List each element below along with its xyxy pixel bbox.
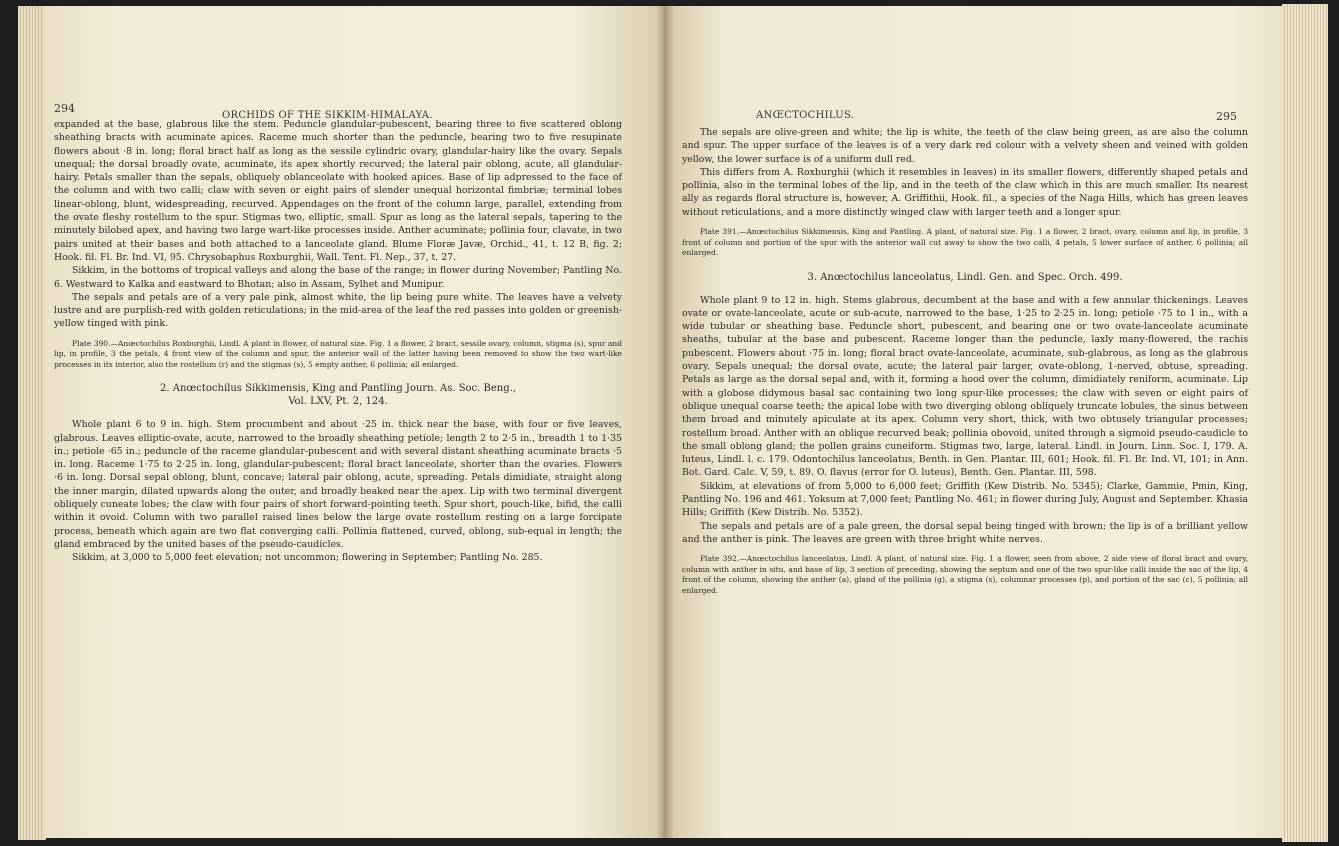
right-text-column <box>682 126 1248 596</box>
plate-caption: Plate 390.—Anœctochilus Roxburghii, Lindl. A plant in flower, of natural size. Fig. 1 a flower, 2 bract, sessile ovary, column, stigma (s), spur and lip, in profile, 3 the petals, 4 front view of the column and spur, the anterior wall of the latter having been removed to show the two wart-like processes in its interior, also the rostellum (r) and the stigmas (s), 5 empty anther, 6 pollinia; all enlarged. <box>54 338 622 369</box>
right-page <box>664 6 1284 838</box>
left-page <box>44 6 664 838</box>
paragraph: Sikkim, in the bottoms of tropical valleys and along the base of the range; in flower during November; Pantling No. 6. Westward to Kalka and eastward to Bhotan; also in Assam, Sylhet and Munipur. <box>54 265 622 290</box>
species-heading-line: 2. Anœctochilus Sikkimensis, King and Pantling Journ. As. Soc. Beng., <box>160 383 516 395</box>
paragraph: Sikkim, at elevations of from 5,000 to 6,000 feet; Griffith (Kew Distrib. No. 5345); Clarke, Gammie, Pmin, King, Pantling No. 196 and 461. Yoksum at 7,000 feet; Pantling No. 461; in flower during July, August and September. Khasia Hills; Griffith (Kew Distrib. No. 5352). <box>682 480 1248 519</box>
plate-caption: Plate 392.—Anœctochilus lanceolatus, Lindl. A plant, of natural size. Fig. 1 a flower, seen from above, 2 side view of floral bract and ovary, column with anther in situ, and base of lip, 3 section of preceding, showing the septum and one of the two spur-like calli inside the sac of the lip, 4 front of the column, showing the anther (a), gland of the pollinia (g), a stigma (s), columnar processes (p), and portion of the sac (c), 5 pollinia; all enlarged. <box>682 554 1248 595</box>
right-page-edges <box>1282 4 1328 842</box>
right-running-head: ANŒCTOCHILUS. <box>756 110 855 121</box>
paragraph: Whole plant 6 to 9 in. high. Stem procumbent and about ·25 in. thick near the base, with four or five leaves, glabrous. Leaves elliptic-ovate, acute, narrowed to the broadly sheathing petiole; length 2 to 2·5 in., breadth 1 to 1·35 in.; petiole ·65 in.; peduncle of the raceme glandular-pubescent and with several distant sheathing acuminate bracts ·5 in. long. Raceme 1·75 to 2·25 in. long, glandular-pubescent; floral bract lanceolate, shorter than the ovaries. Flowers ·6 in. long. Dorsal sepal oblong, blunt, concave; lateral pair oblong, acute, spreading. Petals dimidiate, straight along the inner margin, dilated upwards along the outer, and broadly beaked near the apex. Lip with two terminal divergent obliquely cuneate lobes; the claw with four pairs of short forward-pointing teeth. Spur short, pouch-like, bifid, the calli within it ovoid. Column with two parallel raised lines below the large ovate rostellum resting on a large forcipate process, beneath which again are two flat converging calli. Pollinia flattened, curved, oblong, sub-equal in length; the gland embraced by the united bases of the pseudo-caudicles. <box>54 419 622 550</box>
species-heading <box>54 382 622 408</box>
right-page-number: 295 <box>1216 110 1237 123</box>
left-text-column <box>54 118 622 565</box>
left-page-number: 294 <box>54 102 75 115</box>
left-page-edges <box>18 6 46 840</box>
left-running-head: ORCHIDS OF THE SIKKIM-HIMALAYA. <box>222 110 433 121</box>
paragraph: Sikkim, at 3,000 to 5,000 feet elevation; not uncommon; flowering in September; Pantling No. 285. <box>72 552 543 564</box>
paragraph: expanded at the base, glabrous like the stem. Peduncle glandular-pubescent, bearing three to five scattered oblong sheathing bracts with acuminate apices. Raceme much shorter than the peduncle, bearing two to five resupinate flowers about ·8 in. long; floral bract half as long as the sessile cylindric ovary, glandular-hairy like the ovary. Sepals unequal; the dorsal broadly ovate, acuminate, its apex shortly recurved; the lateral pair oblong, acute, all glandular-hairy. Petals smaller than the sepals, obliquely oblanceolate with hooked apices. Base of lip adpressed to the face of the column and with two calli; claw with seven or eight pairs of slender unequal horizontal fimbriæ; terminal lobes linear-oblong, blunt, widespreading, recurved. Appendages on the front of the column large, parallel, extending from the ovate fleshy rostellum to the spur. Stigmas two, elliptic, small. Spur as long as the lateral sepals, tapering to the minutely bilobed apex, and having two large wart-like processes inside. Anther acuminate; pollinia four, clavate, in two pairs united at their bases and both attached to a lanceolate gland. Blume Floræ Javæ, Orchid., 41, t. 12 B, fig. 2; Hook. fil. Fl. Br. Ind. VI, 95. Chrysobaphus Roxburghii, Wall. Tent. Fl. Nep., 37, t. 27. <box>54 119 622 263</box>
paragraph: Whole plant 9 to 12 in. high. Stems glabrous, decumbent at the base and with a few annular thickenings. Leaves ovate or ovate-lanceolate, acute or sub-acute, narrowed to the base, 1·25 to 2·25 in. long; petiole ·75 to 1 in., with a wide tubular or sheathing base. Peduncle short, pubescent, and bearing one or two ovate-lanceolate acuminate sheaths, tubular at the base and pubescent. Raceme longer than the peduncle, laxly many-flowered, the rachis pubescent. Flowers about ·75 in. long; floral bract ovate-lanceolate, acuminate, sub-glabrous, as long as the glabrous ovary. Sepals unequal; the dorsal ovate, acute; the lateral pair larger, ovate-oblong, 1-nerved, obtuse, spreading. Petals as large as the dorsal sepal and, with it, forming a hood over the column, dimidiately reniform, acuminate. Lip with a globose didymous basal sac containing two long spur-like processes; the claw with seven or eight pairs of oblique unequal coarse teeth; the apical lobe with two diverging oblong obliquely truncate lobules, the sinus between them broad and minutely apiculate at its apex. Column very short, thick, with two obtusely triangular processes; rostellum broad. Anther with an oblique recurved beak; pollinia obovoid, united through a sigmoid pseudo-caudicle to the small oblong gland; the pollen grains cuneiform. Stigmas two, large, lateral. Lindl. in Journ. Linn. Soc. I, 179. A. luteus, Lindl. l. c. 179. Odontochilus lanceolatus, Benth. in Gen. Plantar. III, 601; Hook. fil. Fl. Br. Ind. VI, 101; in Ann. Bot. Gard. Calc. V, 59, t. 89. O. flavus (error for O. luteus), Benth. Gen. Plantar. III, 598. <box>682 294 1248 479</box>
paragraph: The sepals and petals are of a very pale pink, almost white, the lip being pure white. The leaves have a velvety lustre and are purplish-red with golden reticulations; in the mid-area of the leaf the red passes into golden or greenish-yellow tinged with pink. <box>54 291 622 330</box>
paragraph: The sepals and petals are of a pale green, the dorsal sepal being tinged with brown; the lip is of a brilliant yellow and the anther is pink. The leaves are green with three bright white nerves. <box>682 520 1248 545</box>
species-heading-line: Vol. LXV, Pt. 2, 124. <box>288 396 388 408</box>
species-heading: 3. Anœctochilus lanceolatus, Lindl. Gen. and Spec. Orch. 499. <box>807 271 1123 283</box>
plate-caption: Plate 391.—Anœctochilus Sikkimensis, King and Pantling. A plant, of natural size. Fig. 1 a flower, 2 bract, ovary, column and lip, in profile, 3 front of column and portion of the spur with the anterior wall cut away to show the two calli, 4 petals, 5 lower surface of anther, 6 pollinia; all enlarged. <box>682 227 1248 258</box>
book-spine <box>656 6 674 838</box>
paragraph: This differs from A. Roxburghii (which it resembles in leaves) in its smaller flowers, differently shaped petals and pollinia, also in the terminal lobes of the lip, and in the teeth of the claw which in this are much smaller. Its nearest ally as regards floral structure is, however, A. Griffithii, Hook. fil., a species of the Naga Hills, which has green leaves without reticulations, and a more distinctly winged claw with larger teeth and a longer spur. <box>682 166 1248 218</box>
paragraph: The sepals are olive-green and white; the lip is white, the teeth of the claw being green, as are also the column and spur. The upper surface of the leaves is of a very dark red colour with a velvety sheen and veined with golden yellow, the lower surface is of a uniform dull red. <box>682 127 1248 165</box>
